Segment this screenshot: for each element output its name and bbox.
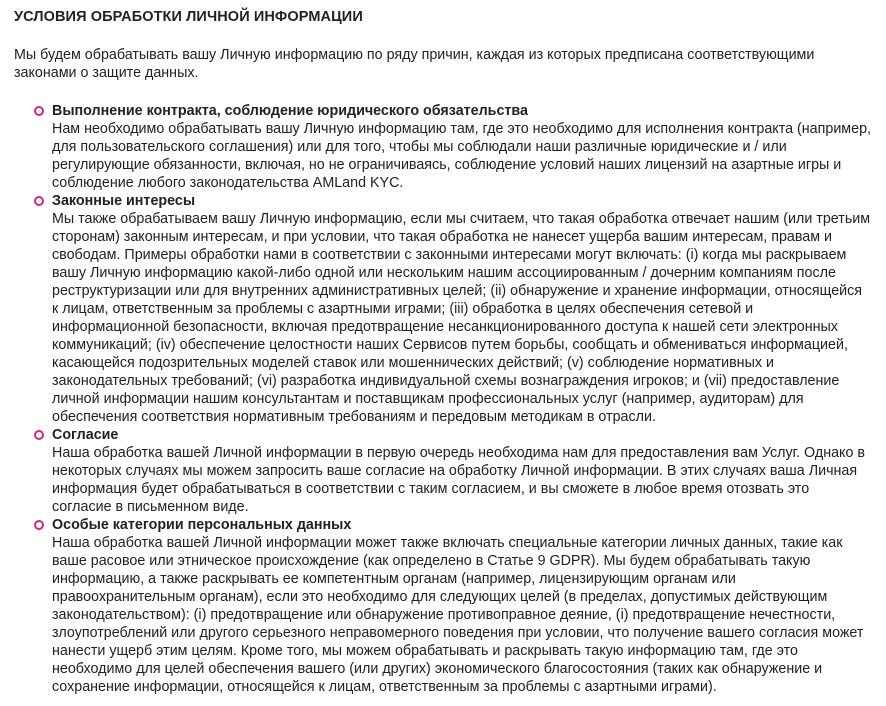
list-item-text: Наша обработка вашей Личной информации в первую очередь необходима нам для предоставления вам Услуг. Однако в некоторых случаях мы можем запросить ваше согласие на обработку Личной информации. В этих случаях ваша Личная информация будет обрабатываться в соответствии с таким согласием, и вы сможете в любое время отозвать это согласие в письменном виде. — [52, 445, 865, 515]
list-item-text: Мы также обрабатываем вашу Личную информацию, если мы считаем, что такая обработка отвечает нашим (или третьим сторонам) законным интересам, и при условии, что такая обработка не нанесет ущерба вашим интересам, правам и свободам. Примеры обработки нами в соответствии с законными интересами могут включать: (i) когда мы раскрываем вашу Личную информацию какой-либо одной или нескольким нашим ассоциированным / дочерним компаниям после реструктуризации или для внутренних административных целей; (ii) обнаружение и хранение информации, относящейся к лицам, ответственным за проблемы с азартными играми; (iii) обработка в целях обеспечения сетевой и информационной безопасности, включая предотвращение несанкционированного доступа к нашей сети электронных коммуникаций; (iv) обеспечение целостности наших Сервисов путем борьбы, сообщать и обмениваться информацией, касающейся подозрительных моделей ставок или мошеннических действий; (v) соблюдение нормативных и законодательных требований; (vi) разработка индивидуальной схемы вознаграждения игроков; и (vii) предоставление личной информации нашим консультантам и поставщикам профессиональных услуг (например, аудиторам) для обеспечения соответствия нормативным требованиям и передовым методикам в отрасли. — [52, 211, 871, 425]
list-item-text: Нам необходимо обрабатывать вашу Личную информацию там, где это необходимо для исполнения контракта (например, для пользовательского соглашения) или для того, чтобы мы соблюдали наши различные юридические и / или регулирующие обязанности, включая, но не ограничиваясь, соблюдение условий наших лицензий на азартные игры и соблюдение любого законодательства AMLand KYC. — [52, 121, 872, 191]
processing-conditions-list — [14, 82, 872, 696]
list-item-title: Согласие — [52, 427, 119, 443]
list-item-title: Выполнение контракта, соблюдение юридического обязательства — [52, 103, 528, 119]
list-item-contract — [14, 102, 872, 192]
circle-bullet-icon — [34, 430, 44, 440]
circle-bullet-icon — [34, 520, 44, 530]
intro-paragraph: Мы будем обрабатывать вашу Личную информацию по ряду причин, каждая из которых предписана соответствующими законами о защите данных. — [14, 47, 815, 81]
page-title: УСЛОВИЯ ОБРАБОТКИ ЛИЧНОЙ ИНФОРМАЦИИ — [14, 9, 363, 25]
list-item-consent — [14, 426, 872, 516]
list-item-text: Наша обработка вашей Личной информации может также включать специальные категории личных данных, такие как ваше расовое или этническое происхождение (как определено в Статье 9 GDPR). Мы будем обрабатывать такую информацию, а также раскрывать ее компетентным органам (например, лицензирующим органам или правоохранительным органам), если это необходимо для следующих целей (в пределах, допустимых действующим законодательством): (i) предотвращение или обнаружение противоправное деяние, (i) предотвращение нечестности, злоупотреблений или другого серьезного неправомерного поведения при условии, что получение вашего согласия может нанести ущерб этим целям. Кроме того, мы можем обрабатывать и раскрывать такую информацию там, где это необходимо для целей обеспечения вашего (или других) экономического благосостояния (таких как обнаружение и сохранение информации, относящейся к лицам, ответственным за проблемы с азартными играми). — [52, 535, 864, 695]
circle-bullet-icon — [34, 106, 44, 116]
list-item-title: Законные интересы — [52, 193, 196, 209]
circle-bullet-icon — [34, 196, 44, 206]
list-item-title: Особые категории персональных данных — [52, 517, 352, 533]
list-item-special-categories — [14, 516, 872, 696]
list-item-legitimate-interests — [14, 192, 872, 426]
